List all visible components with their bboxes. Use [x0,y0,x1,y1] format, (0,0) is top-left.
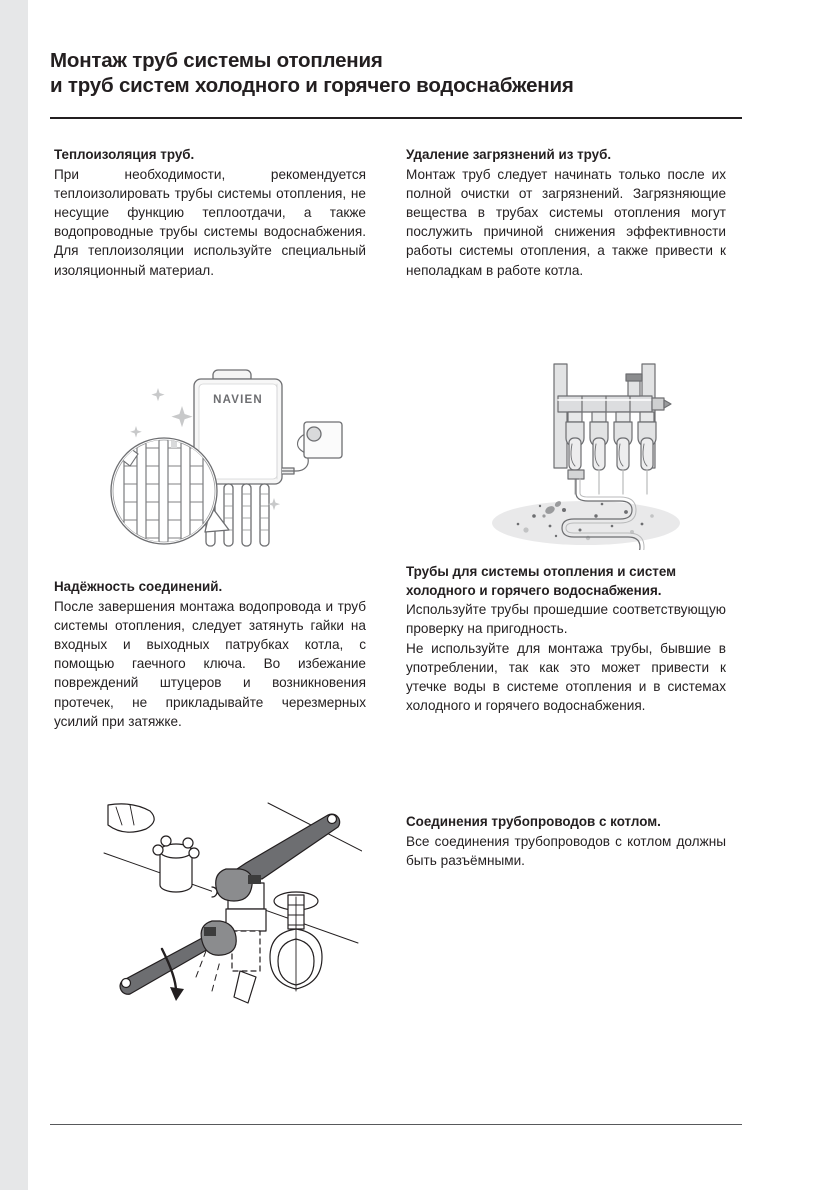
boiler-illustration-svg [96,358,396,563]
section-body: При необходимости, рекомендуется теплоизолировать трубы системы отопления, не несущие функцию теплоотдачи, а также водопроводные трубы системы водоснабжения. Для теплоизоляции используйте специальный изоляционный материал. [54,166,366,278]
manifold-figure [492,358,724,550]
section-heading: Соединения трубопроводов с котлом. [406,814,661,829]
section-joint-reliability [54,578,366,731]
section-body: Используйте трубы прошедшие соответствующую проверку на пригодность. [406,602,726,637]
footer-divider [50,1124,742,1125]
section-body: Монтаж труб следует начинать только после их полной очистки от загрязнений. Загрязняющие вещества в трубах системы отопления могут послужить причиной снижения эффективности работы системы отопления, а также привести к неполадкам в работе котла. [406,166,726,278]
header-divider [50,117,742,119]
section-heading: Удаление загрязнений из труб. [406,147,612,162]
page-title-line-1: Монтаж труб системы отопления [50,49,383,72]
section-heading: Теплоизоляция труб. [54,147,195,162]
section-heading: Трубы для системы отопления и систем холодного и горячего водоснабжения. [406,564,677,598]
section-boiler-connections [406,813,726,870]
wrench-figure [100,795,362,1013]
navien-brand-label: NAVIEN [213,394,263,406]
boiler-figure [96,358,396,563]
section-pipe-requirements [406,563,726,715]
wrench-illustration-svg [100,795,362,1013]
section-body: Все соединения трубопроводов с котлом должны быть разъёмными. [406,833,726,868]
section-pipe-cleaning [406,146,726,280]
section-body: После завершения монтажа водопровода и труб системы отопления, следует затянуть гайки на входных и выходных патрубках котла, с помощью гаечного ключа. Во избежание повреждений штуцеров и возникновения протечек, не прикладывайте черезмерных усилий при затяжке. [54,598,366,729]
page-binding-edge [0,0,28,1190]
manifold-illustration-svg [492,358,724,550]
section-thermal-insulation [54,146,366,280]
section-body-secondary: Не используйте для монтажа трубы, бывшие в употреблении, так как это может привести к утечке воды в системе отопления и в системах холодного и горячего водоснабжения. [406,640,726,714]
page-title [50,48,745,98]
right-column [406,146,726,280]
section-heading: Надёжность соединений. [54,579,223,594]
page-title-line-2: и труб систем холодного и горячего водоснабжения [50,74,574,97]
left-column [54,146,366,280]
